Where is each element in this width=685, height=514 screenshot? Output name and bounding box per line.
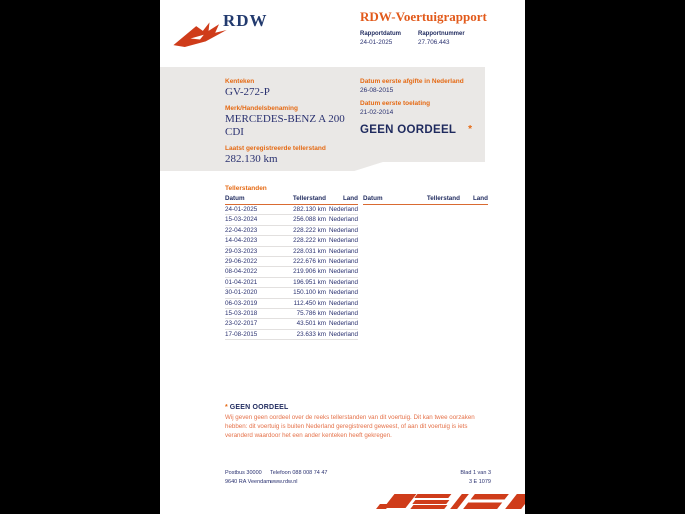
cell-land: Nederland [328,268,358,276]
table-row [225,309,358,319]
table-row [225,205,358,215]
cell-datum: 15-03-2018 [225,309,258,317]
cell-land: Nederland [328,289,358,297]
cell-tellerstand: 43.501 km [296,320,326,328]
odometer-rows [225,205,358,340]
cell-tellerstand: 228.222 km [293,237,326,245]
cell-land: Nederland [328,299,358,307]
footnote-asterisk: * [225,404,228,411]
document-page [160,0,525,514]
cell-land: Nederland [328,247,358,255]
footer-postbus: Postbus 30000 [225,470,262,476]
cell-datum: 23-02-2017 [225,320,258,328]
cell-land: Nederland [328,206,358,213]
cell-tellerstand: 256.088 km [293,216,326,224]
toelating-label: Datum eerste toelating [360,100,431,107]
cell-datum: 17-08-2015 [225,330,258,338]
table-row [225,319,358,329]
cell-tellerstand: 75.786 km [296,309,326,317]
footer-page-label: Blad 1 van 3 [460,470,491,476]
table-row [225,226,358,236]
afgifte-label: Datum eerste afgifte in Nederland [360,78,464,85]
odometer-table-title: Tellerstanden [225,185,267,192]
odometer-table-continued [363,195,488,205]
cell-datum: 30-01-2020 [225,289,258,297]
graphic-stripe-1 [415,494,452,498]
table-row [225,247,358,257]
vehicle-fields-right [360,78,472,136]
footnote-body: Wij geven geen oordeel over de reeks tellerstanden van dit voertuig. Dit kan twee oorzaken hebben: dit voertuig is buiten Nederland geregistreerd geweest, of aan dit voertuig is iets veranderd waardoor het een ander kenteken heeft gekregen. [225,414,475,439]
cell-tellerstand: 228.031 km [293,247,326,255]
footer-phone: Telefoon 088 008 74 47 [270,470,328,476]
rdw-logo-icon [170,10,230,48]
table-row [225,299,358,309]
cell-land: Nederland [328,257,358,265]
tellerstand-label: Laatst geregistreerde tellerstand [225,145,326,152]
cell-land: Nederland [328,309,358,317]
column-header-land: Land [342,195,358,202]
verdict-asterisk: * [468,124,472,135]
report-number [418,31,465,46]
table-row [225,330,358,340]
footnote-title: GEEN OORDEEL [229,404,289,411]
cell-datum: 29-03-2023 [225,247,258,255]
table-row [225,236,358,246]
report-date [360,31,404,46]
footnote-heading [225,404,493,411]
cell-tellerstand: 23.633 km [296,330,326,338]
merk-value: MERCEDES-BENZ A 200 CDI [225,113,345,138]
footnote [225,404,493,440]
odometer-table [225,195,358,340]
cell-land: Nederland [328,278,358,286]
footer-address [225,469,271,487]
column-header-datum: Datum [363,195,383,202]
column-header-tellerstand: Tellerstand [426,195,460,202]
cell-datum: 01-04-2021 [225,278,258,286]
report-number-label: Rapportnummer [418,31,465,37]
report-date-label: Rapportdatum [360,31,401,37]
merk-label: Merk/Handelsbenaming [225,105,298,112]
report-meta [360,31,465,46]
report-number-value: 27.706.443 [418,39,450,46]
odometer-continued-header [363,195,488,205]
cell-datum: 29-06-2022 [225,257,258,265]
cell-tellerstand: 112.450 km [293,299,326,307]
cell-land: Nederland [328,320,358,328]
table-row [225,278,358,288]
cell-datum: 14-04-2023 [225,237,258,245]
cell-tellerstand: 150.100 km [293,289,326,297]
report-date-value: 24-01-2025 [360,39,393,46]
afgifte-value: 26-08-2015 [360,87,394,94]
table-row [225,288,358,298]
graphic-slash-shape-2 [505,494,525,509]
cell-datum: 06-03-2019 [225,299,258,307]
cell-tellerstand: 219.906 km [293,268,326,276]
report-title: RDW-Voertuigrapport [360,9,487,24]
verdict-text: GEEN OORDEEL [360,124,457,136]
graphic-stripe-3 [411,505,448,509]
toelating-value: 21-02-2014 [360,109,394,116]
cell-tellerstand: 222.676 km [293,257,326,265]
tellerstand-value: 282.130 km [225,153,278,165]
cell-tellerstand: 228.222 km [293,226,326,234]
cell-tellerstand: 282.130 km [293,206,326,213]
cell-datum: 08-04-2022 [225,268,258,276]
footer-city: 9640 RA Veendam [225,479,271,485]
rdw-logo-text: RDW [223,11,268,30]
cell-land: Nederland [328,226,358,234]
kenteken-label: Kenteken [225,78,255,85]
column-header-datum: Datum [225,195,245,202]
kenteken-value: GV-272-P [225,86,270,98]
cell-datum: 22-04-2023 [225,226,258,234]
vehicle-fields-left [225,78,353,172]
table-row [225,215,358,225]
cell-tellerstand: 196.951 km [293,278,326,286]
graphic-stripe-2 [413,500,450,504]
column-header-land: Land [472,195,488,202]
cell-datum: 15-03-2024 [225,216,258,224]
footer-contact [270,469,328,487]
footer-website: www.rdw.nl [270,479,298,485]
footer-page-info [460,469,491,487]
graphic-block-shape [463,494,509,509]
table-row [225,267,358,277]
odometer-table-header [225,195,358,205]
cell-land: Nederland [328,216,358,224]
footer-doc-code: 3 E 1079 [468,479,491,485]
verdict-row [360,124,472,136]
footer-graphic [378,491,525,514]
table-row [225,257,358,267]
cell-land: Nederland [328,330,358,338]
column-header-tellerstand: Tellerstand [292,195,326,202]
cell-land: Nederland [328,237,358,245]
cell-datum: 24-01-2025 [225,206,258,213]
